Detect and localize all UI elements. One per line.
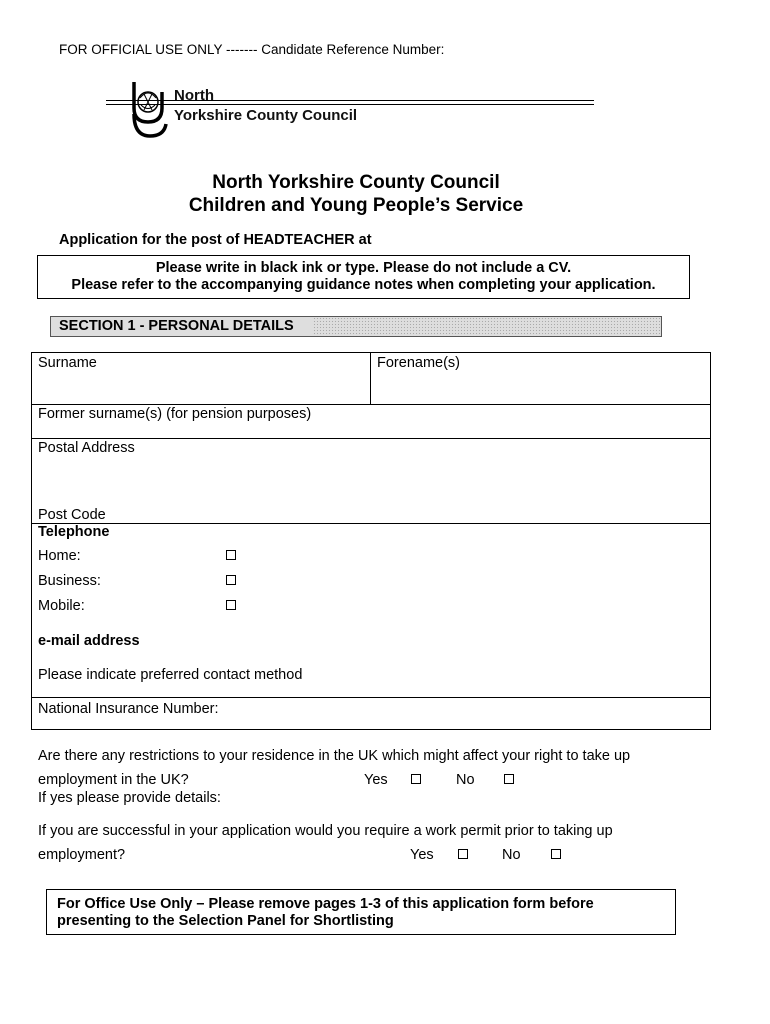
- residence-yes-checkbox[interactable]: [411, 774, 421, 784]
- permit-no-checkbox[interactable]: [551, 849, 561, 859]
- business-phone-label: Business:: [38, 573, 101, 589]
- logo-text-north: North: [174, 87, 214, 104]
- post-code-field[interactable]: Post Code: [38, 507, 106, 523]
- permit-yes-label: Yes: [410, 847, 434, 863]
- residence-no-label: No: [456, 772, 475, 788]
- permit-yes-checkbox[interactable]: [458, 849, 468, 859]
- business-phone-checkbox[interactable]: [226, 575, 236, 585]
- mobile-phone-label: Mobile:: [38, 598, 85, 614]
- home-phone-checkbox[interactable]: [226, 550, 236, 560]
- application-for-label: Application for the post of HEADTEACHER at: [59, 232, 372, 248]
- council-crest-icon: [124, 78, 172, 140]
- office-use-line1: For Office Use Only – Please remove pages 1-3 of this application form before: [57, 896, 594, 912]
- instructions-line1: Please write in black ink or type. Please do not include a CV.: [155, 260, 572, 276]
- permit-no-label: No: [502, 847, 521, 863]
- preferred-contact-label: Please indicate preferred contact method: [38, 667, 303, 683]
- permit-question-cont: employment?: [38, 847, 126, 863]
- mobile-phone-checkbox[interactable]: [226, 600, 236, 610]
- permit-question: If you are successful in your application would you require a work permit prior to taking up: [38, 823, 613, 839]
- email-label: e-mail address: [38, 633, 140, 649]
- ni-number-field[interactable]: National Insurance Number:: [38, 701, 219, 717]
- former-surnames-field[interactable]: Former surname(s) (for pension purposes): [38, 406, 312, 422]
- residence-question: Are there any restrictions to your residence in the UK which might affect your right to take up: [38, 748, 631, 764]
- instructions-line2: Please refer to the accompanying guidance notes when completing your application.: [71, 277, 656, 293]
- official-use-label: FOR OFFICIAL USE ONLY ------- Candidate Reference Number:: [59, 42, 445, 57]
- residence-no-checkbox[interactable]: [504, 774, 514, 784]
- residence-yes-label: Yes: [364, 772, 388, 788]
- postal-address-field[interactable]: Postal Address: [38, 440, 135, 456]
- section1-title: SECTION 1 - PERSONAL DETAILS: [59, 318, 294, 334]
- page-title: North Yorkshire County Council: [212, 172, 500, 193]
- logo-text-council: Yorkshire County Council: [174, 107, 358, 124]
- residence-question-cont: employment in the UK?: [38, 772, 189, 788]
- surname-field[interactable]: Surname: [38, 355, 97, 371]
- office-use-line2: presenting to the Selection Panel for Shortlisting: [57, 913, 394, 929]
- forenames-field[interactable]: Forename(s): [377, 355, 460, 371]
- page-subtitle: Children and Young People’s Service: [188, 195, 524, 216]
- telephone-label: Telephone: [38, 524, 110, 540]
- residence-details-label: If yes please provide details:: [38, 790, 221, 806]
- home-phone-label: Home:: [38, 548, 81, 564]
